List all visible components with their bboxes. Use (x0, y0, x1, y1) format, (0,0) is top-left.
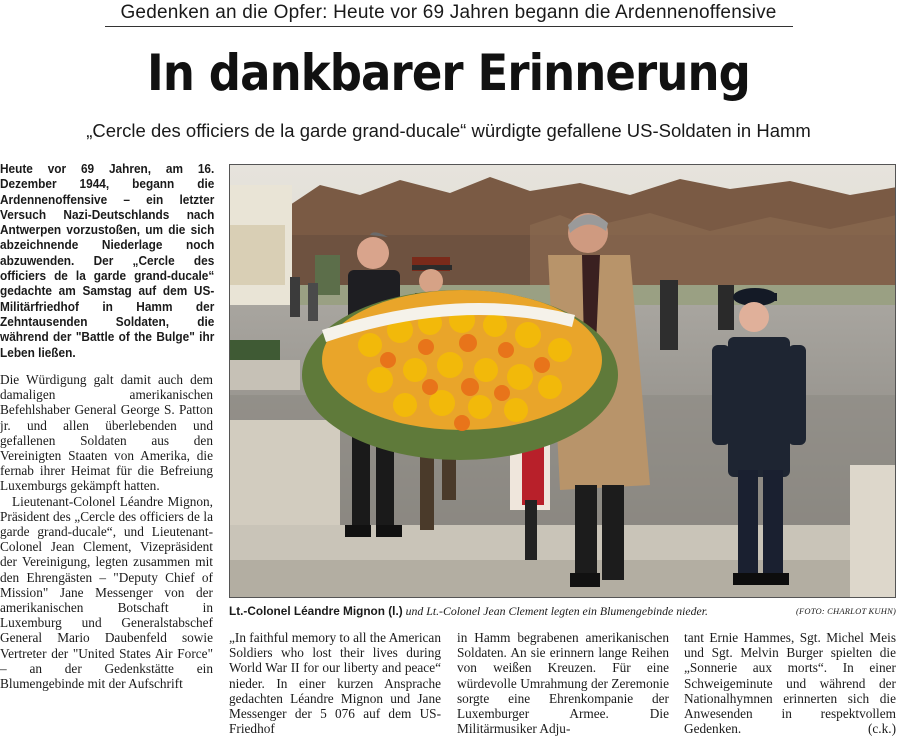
body-column-4 (684, 630, 896, 736)
article-kicker: Gedenken an die Opfer: Heute vor 69 Jahren begann die Ardennenoffensive (120, 2, 777, 23)
kicker-rule (105, 26, 793, 27)
body-text: tant Ernie Hammes, Sgt. Michel Meis und Sgt. Melvin Burger spielten die „Sonnerie aux morts“. In einer Schweigeminute und während der Nationalhymnen erinnerten sich die Anwesenden in respektvollem Gedenken. (684, 630, 896, 737)
body-column-1 (0, 372, 213, 691)
article-lead: Heute vor 69 Jahren, am 16. Dezember 1944, begann die Ardennenoffensive – ein letzter Versuch Nazi-Deutschlands nach Antwerpen vorzustoßen, um die sich abzeichnende Niederlage noch abzuwenden. Der „Cercle des officiers de la garde grand-ducale“ gedachte am Samstag auf dem US-Militärfriedhof in Hamm der Zehntausenden Soldaten, die während der "Battle of the Bulge" ihr Leben ließen. (0, 162, 215, 360)
body-paragraph: Lieutenant-Colonel Léandre Mignon, Präsident des „Cercle des officiers de la garde grand-ducale“, und Lieutenant-Colonel Jean Clement, Vizepräsident der Vereinigung, legten zusammen mit den Ehrengästen – "Deputy Chief of Mission" Jane Messenger von der amerikanischen Botschaft in Luxemburg und Generalstabschef General Mario Daubenfeld sowie Vertreter der "United States Air Force" – an der Gedenkstätte ein Blumengebinde mit der Aufschrift (0, 493, 213, 692)
article-headline: In dankbarer Erinnerung (147, 44, 750, 102)
author-signature: (c.k.) (867, 721, 896, 737)
ceremony-photo (229, 164, 896, 598)
caption-names: Lt.-Colonel Léandre Mignon (l.) (229, 604, 403, 618)
body-paragraph: Die Würdigung galt damit auch dem damaligen amerikanischen Befehlshaber General George S. Patton jr. und allen überlebenden und gefallenen Soldaten aus den Vereinigten Staaten von Amerika, die fernab ihrer Heimat für die Befreiung Luxemburgs gekämpft hatten. (0, 372, 213, 494)
caption-text: und Lt.-Colonel Jean Clement legten ein Blumengebinde nieder. (402, 604, 709, 618)
article-subhead: „Cercle des officiers de la garde grand-ducale“ würdigte gefallene US-Soldaten in Hamm (86, 120, 811, 141)
body-column-2: „In faithful memory to all the American Soldiers who lost their lives during World War II for our liberty and peace“ nieder. In einer kurzen Ansprache gedachten Léandre Mignon und Jane Messenger der 5 076 auf dem US-Friedhof (229, 630, 441, 737)
photo-credit: (FOTO: CHARLOT KUHN) (795, 606, 896, 616)
body-column-3: in Hamm begrabenen amerikanischen Soldaten. An sie erinnern lange Reihen von weißen Kreuzen. Für eine würdevolle Umrahmung der Zeremonie sorgte eine Ehrenkompanie der Luxemburger Armee. Die Militärmusiker Adju- (457, 630, 669, 737)
photo-caption (229, 604, 769, 619)
